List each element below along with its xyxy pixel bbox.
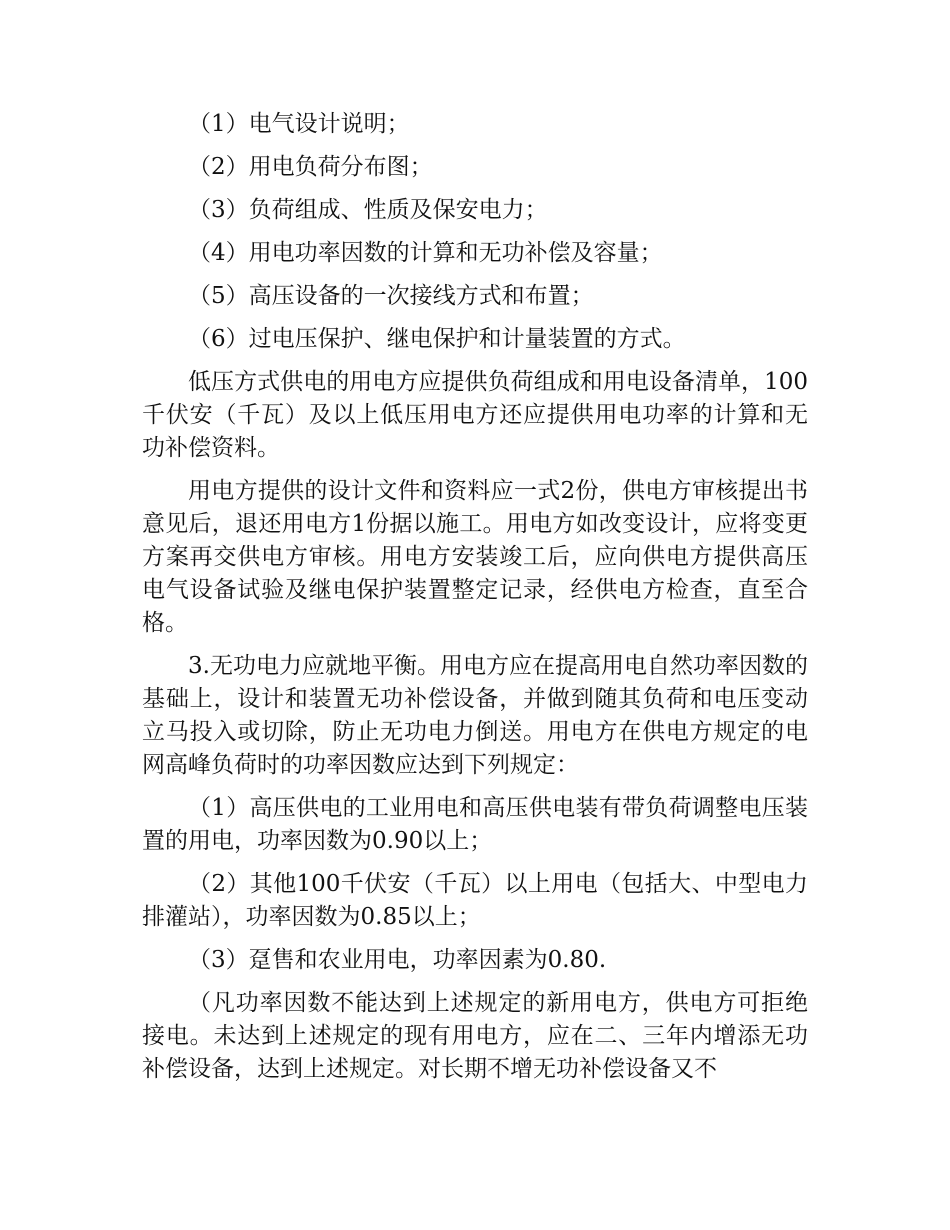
list-item-load-composition: （3）负荷组成、性质及保安电力；	[188, 197, 548, 223]
list-item-power-factor-calculation: （4）用电功率因数的计算和无功补偿及容量；	[188, 240, 663, 266]
list-item-other-100kva: （2）其他100千伏安（千瓦）以上用电（包括大、中型电力排灌站），功率因数为0.85以上；	[142, 871, 808, 930]
list-item-electrical-design-description: （1）电气设计说明；	[188, 111, 410, 137]
paragraph-low-voltage-supply: 低压方式供电的用电方应提供负荷组成和用电设备清单，100千伏安（千瓦）及以上低压用电方还应提供用电功率的计算和无功补偿资料。	[142, 369, 808, 461]
document-page	[142, 108, 808, 1096]
list-item-load-distribution-map: （2）用电负荷分布图；	[188, 154, 433, 180]
paragraph-design-documents: 用电方提供的设计文件和资料应一式2份，供电方审核提出书意见后，退还用电方1份据以施工。用电方如改变设计，应将变更方案再交供电方审核。用电方安装竣工后，应向供电方提供高压电气设备试验及继电保护装置整定记录，经供电方检查，直至合格。	[142, 478, 808, 636]
list-item-high-voltage-equipment: （5）高压设备的一次接线方式和布置；	[188, 283, 594, 309]
list-item-wholesale-agriculture: （3）趸售和农业用电，功率因素为0.80.	[188, 947, 607, 973]
paragraph-noncompliance: （凡功率因数不能达到上述规定的新用电方，供电方可拒绝接电。未达到上述规定的现有用电方，应在二、三年内增添无功补偿设备，达到上述规定。对长期不增无功补偿设备又不	[142, 990, 808, 1082]
paragraph-reactive-power-balance: 3.无功电力应就地平衡。用电方应在提高用电自然功率因数的基础上，设计和装置无功补偿设备，并做到随其负荷和电压变动立马投入或切除，防止无功电力倒送。用电方在供电方规定的电网高峰负荷时的功率因数应达到下列规定：	[142, 653, 808, 778]
list-item-high-voltage-industrial: （1）高压供电的工业用电和高压供电装有带负荷调整电压装置的用电，功率因数为0.90以上；	[142, 795, 808, 854]
list-item-overvoltage-protection: （6）过电压保护、继电保护和计量装置的方式。	[188, 326, 686, 352]
